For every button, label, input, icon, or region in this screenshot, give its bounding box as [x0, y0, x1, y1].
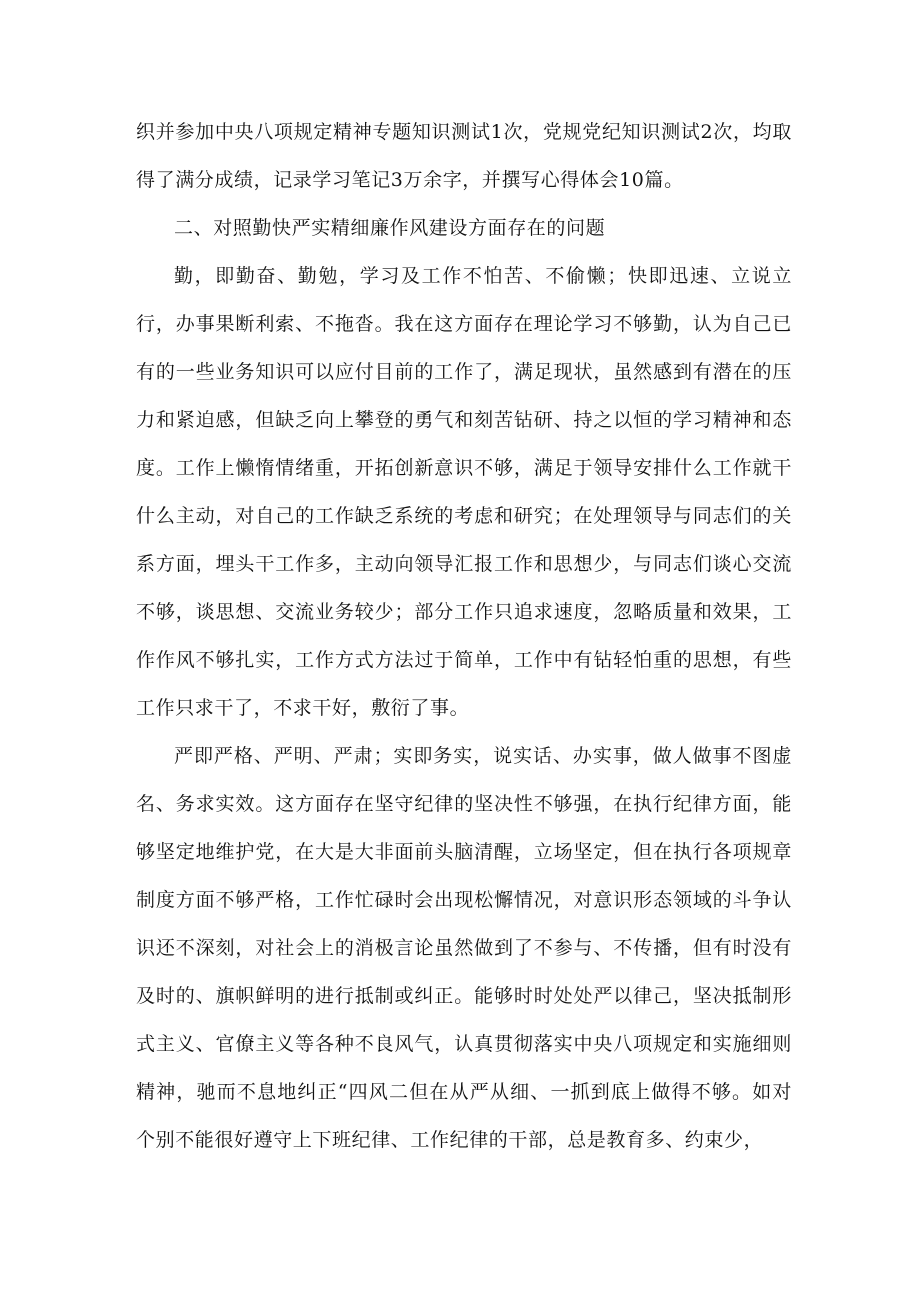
paragraph-diligence-speed: 勤，即勤奋、勤勉，学习及工作不怕苦、不偷懒；快即迅速、立说立行，办事果断利索、不拖沓。我在这方面存在理论学习不够勤，认为自己已有的一些业务知识可以应付目前的工作了，满足现状，虽然感到有潜在的压力和紧迫感，但缺乏向上攀登的勇气和刻苦钻研、持之以恒的学习精神和态度。工作上懒惰情绪重，开拓创新意识不够，满足于领导安排什么工作就干什么主动，对自己的工作缺乏系统的考虑和研究；在处理领导与同志们的关系方面，埋头干工作多，主动向领导汇报工作和思想少，与同志们谈心交流不够，谈思想、交流业务较少；部分工作只追求速度，忽略质量和效果，工作作风不够扎实，工作方式方法过于简单，工作中有钻轻怕重的思想，有些工作只求干了，不求干好，敷衍了事。 [136, 265, 792, 719]
paragraph-continuation: 织并参加中央八项规定精神专题知识测试1次，党规党纪知识测试2次，均取得了满分成绩，记录学习笔记3万余字，并撰写心得体会10篇。 [136, 121, 792, 191]
document-body [136, 108, 792, 1164]
section-heading: 二、对照勤快严实精细廉作风建设方面存在的问题 [174, 217, 606, 239]
paragraph-strict-practical: 严即严格、严明、严肃；实即务实，说实话、办实事，做人做事不图虚名、务求实效。这方面存在坚守纪律的坚决性不够强，在执行纪律方面，能够坚定地维护党，在大是大非面前头脑清醒，立场坚定，但在执行各项规章制度方面不够严格，工作忙碌时会出现松懈情况，对意识形态领域的斗争认识还不深刻，对社会上的消极言论虽然做到了不参与、不传播，但有时没有及时的、旗帜鲜明的进行抵制或纠正。能够时时处处严以律己，坚决抵制形式主义、官僚主义等各种不良风气，认真贯彻落实中央八项规定和实施细则精神，驰而不息地纠正“四风二但在从严从细、一抓到底上做得不够。如对个别不能很好遵守上下班纪律、工作纪律的干部，总是教育多、约束少， [136, 745, 792, 1151]
